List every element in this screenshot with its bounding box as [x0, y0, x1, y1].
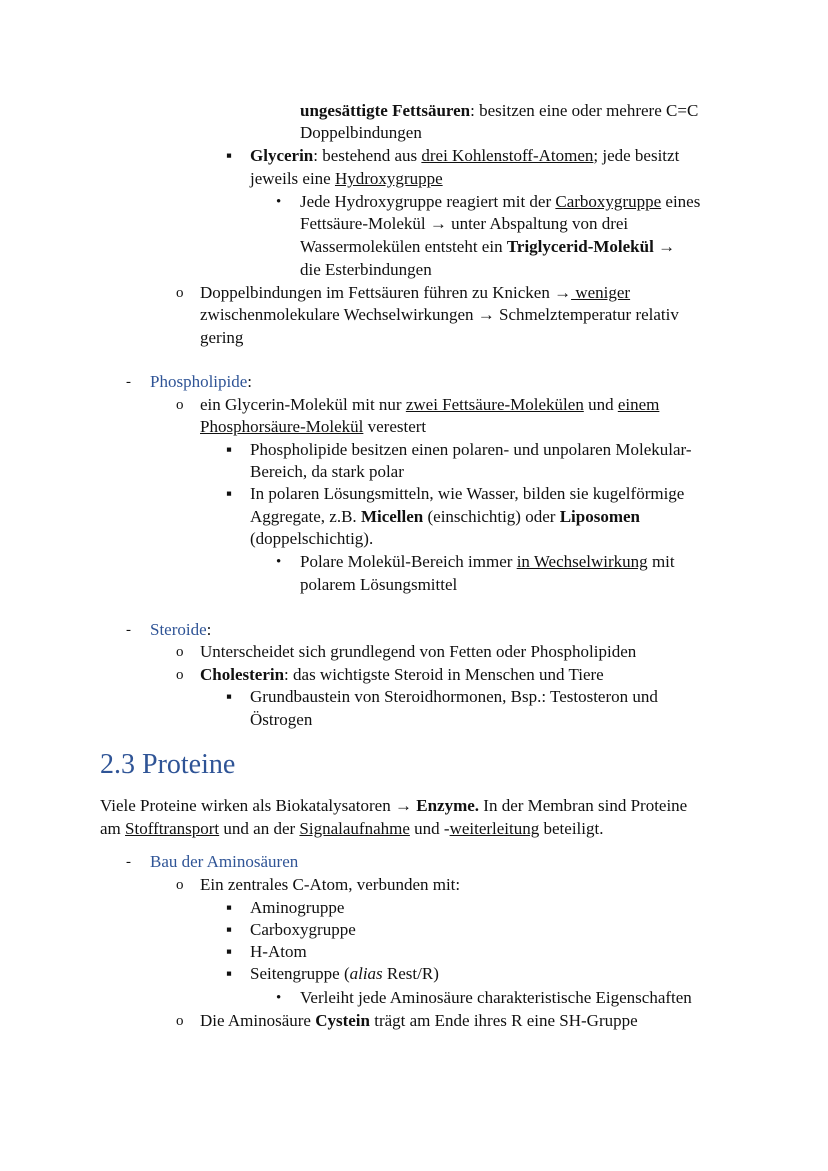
text-segment: : besitzen eine oder mehrere C=C: [470, 101, 699, 120]
text-segment: trägt am Ende ihres R eine SH-Gruppe: [369, 1011, 638, 1030]
text-line: [300, 987, 692, 1009]
text-segment: und: [583, 395, 618, 414]
dash-bullet-icon: -: [126, 374, 131, 390]
text-line: [200, 1010, 638, 1032]
circle-bullet-icon: o: [176, 285, 184, 301]
text-segment: 2.3 Proteine: [100, 749, 236, 780]
list-heading: Bau der Aminosäuren: [150, 852, 299, 871]
text-segment: Stofftransport: [125, 819, 220, 838]
text-segment: Micellen: [360, 507, 424, 526]
text-segment: zwischenmolekulare Wechselwirkungen → Schmelztemperatur relativ: [200, 305, 679, 324]
text-line: [100, 795, 687, 817]
text-segment: Grundbaustein von Steroidhormonen, Bsp.: Testosteron und: [250, 687, 658, 706]
text-segment: Cholesterin: [200, 665, 285, 684]
text-segment: Signalaufnahme: [299, 819, 410, 838]
square-bullet-icon: ▪: [226, 964, 233, 983]
list-heading: Phospholipide: [150, 372, 248, 391]
text-line: [300, 574, 457, 596]
text-segment: Doppelbindungen im Fettsäuren führen zu Knicken →: [200, 283, 572, 302]
circle-bullet-icon: o: [176, 397, 184, 413]
text-line: [300, 259, 432, 281]
text-line: [250, 919, 356, 941]
text-line: [250, 709, 312, 731]
text-line: [250, 168, 443, 190]
text-segment: drei Kohlenstoff-Atomen: [421, 146, 594, 165]
text-line: [300, 551, 675, 573]
text-segment: verestert: [363, 417, 427, 436]
text-segment: am: [100, 819, 126, 838]
text-segment: Carboxygruppe: [555, 192, 662, 211]
text-line: [250, 145, 679, 167]
text-segment: alias: [349, 964, 383, 983]
text-segment: Liposomen: [559, 507, 640, 526]
text-line: [200, 327, 243, 349]
text-line: [250, 528, 373, 550]
text-segment: weniger: [571, 283, 631, 302]
text-segment: in Wechselwirkung: [516, 552, 648, 571]
text-segment: Aminogruppe: [250, 898, 345, 917]
text-line: [250, 461, 404, 483]
text-segment: und -: [409, 819, 450, 838]
text-line: [200, 416, 426, 438]
square-bullet-icon: ▪: [226, 440, 233, 459]
text-segment: In polaren Lösungsmitteln, wie Wasser, bilden sie kugelförmige: [250, 484, 685, 503]
text-segment: gering: [200, 328, 244, 347]
text-line: [200, 664, 604, 686]
text-segment: weiterleitung: [449, 819, 540, 838]
text-segment: polarem Lösungsmittel: [300, 575, 458, 594]
text-segment: ein Glycerin-Molekül mit nur: [200, 395, 406, 414]
text-segment: In der Membran sind Proteine: [479, 796, 688, 815]
text-segment: : das wichtigste Steroid in Menschen und Tiere: [284, 665, 604, 684]
dot-bullet-icon: •: [276, 194, 282, 210]
section-heading: [100, 748, 235, 782]
square-bullet-icon: ▪: [226, 146, 233, 165]
square-bullet-icon: ▪: [226, 942, 233, 961]
text-line: [300, 100, 698, 122]
text-line: [300, 236, 675, 258]
text-segment: Unterscheidet sich grundlegend von Fetten oder Phospholipiden: [200, 642, 637, 661]
text-line: [250, 483, 684, 505]
text-segment: Doppelbindungen: [300, 123, 422, 142]
text-segment: die Esterbindungen: [300, 260, 432, 279]
text-segment: Seitengruppe (: [250, 964, 350, 983]
dot-bullet-icon: •: [276, 554, 282, 570]
text-segment: Rest/R): [382, 964, 439, 983]
square-bullet-icon: ▪: [226, 484, 233, 503]
circle-bullet-icon: o: [176, 1013, 184, 1029]
text-line: [200, 304, 679, 326]
text-segment: (einschichtig) oder: [423, 507, 560, 526]
text-line: [200, 282, 630, 304]
text-segment: :: [247, 372, 253, 391]
text-segment: beteiligt.: [539, 819, 604, 838]
dash-bullet-icon: -: [126, 622, 131, 638]
text-line: [150, 371, 252, 393]
square-bullet-icon: ▪: [226, 898, 233, 917]
text-segment: Phosphorsäure-Molekül: [200, 417, 364, 436]
text-line: [100, 818, 603, 840]
text-segment: Fettsäure-Molekül → unter Abspaltung von drei: [300, 214, 629, 233]
text-segment: Wassermolekülen entsteht ein: [300, 237, 507, 256]
text-segment: (doppelschichtig).: [250, 529, 374, 548]
text-line: [250, 897, 344, 919]
text-segment: Carboxygruppe: [250, 920, 356, 939]
dot-bullet-icon: •: [276, 990, 282, 1006]
text-segment: Aggregate, z.B.: [250, 507, 361, 526]
text-segment: Die Aminosäure: [200, 1011, 316, 1030]
text-line: [250, 941, 307, 963]
text-line: [250, 506, 640, 528]
text-segment: ; jede besitzt: [593, 146, 680, 165]
text-segment: Enzyme.: [416, 796, 480, 815]
text-segment: zwei Fettsäure-Molekülen: [405, 395, 584, 414]
text-segment: →: [653, 237, 676, 256]
text-line: [250, 686, 658, 708]
text-segment: und an der: [219, 819, 300, 838]
circle-bullet-icon: o: [176, 667, 184, 683]
text-line: [150, 851, 298, 873]
list-heading: Steroide: [150, 620, 207, 639]
text-segment: :: [206, 620, 212, 639]
text-line: [250, 963, 439, 985]
text-segment: mit: [647, 552, 675, 571]
text-segment: Hydroxygruppe: [334, 169, 443, 188]
text-segment: Viele Proteine wirken als Biokatalysatoren →: [100, 796, 417, 815]
text-segment: einem: [617, 395, 660, 414]
square-bullet-icon: ▪: [226, 687, 233, 706]
circle-bullet-icon: o: [176, 644, 184, 660]
text-segment: ungesättigte Fettsäuren: [300, 101, 471, 120]
square-bullet-icon: ▪: [226, 920, 233, 939]
text-line: [250, 439, 692, 461]
text-segment: jeweils eine: [250, 169, 335, 188]
text-segment: Östrogen: [250, 710, 313, 729]
text-segment: Glycerin: [250, 146, 314, 165]
text-line: [200, 641, 636, 663]
text-segment: H-Atom: [250, 942, 307, 961]
text-segment: Jede Hydroxygruppe reagiert mit der: [300, 192, 556, 211]
dash-bullet-icon: -: [126, 854, 131, 870]
text-segment: Cystein: [315, 1011, 370, 1030]
circle-bullet-icon: o: [176, 877, 184, 893]
text-line: [150, 619, 211, 641]
text-segment: Polare Molekül-Bereich immer: [300, 552, 517, 571]
text-segment: : bestehend aus: [313, 146, 422, 165]
text-segment: Ein zentrales C-Atom, verbunden mit:: [200, 875, 461, 894]
text-segment: Verleiht jede Aminosäure charakteristische Eigenschaften: [300, 988, 692, 1007]
text-line: [300, 213, 628, 235]
text-line: [200, 874, 460, 896]
text-segment: eines: [661, 192, 701, 211]
text-segment: Triglycerid-Molekül: [506, 237, 654, 256]
text-segment: Phospholipide besitzen einen polaren- und unpolaren Molekular-: [250, 440, 692, 459]
text-line: [300, 191, 700, 213]
text-segment: Bereich, da stark polar: [250, 462, 404, 481]
text-line: [200, 394, 659, 416]
text-line: [300, 122, 422, 144]
